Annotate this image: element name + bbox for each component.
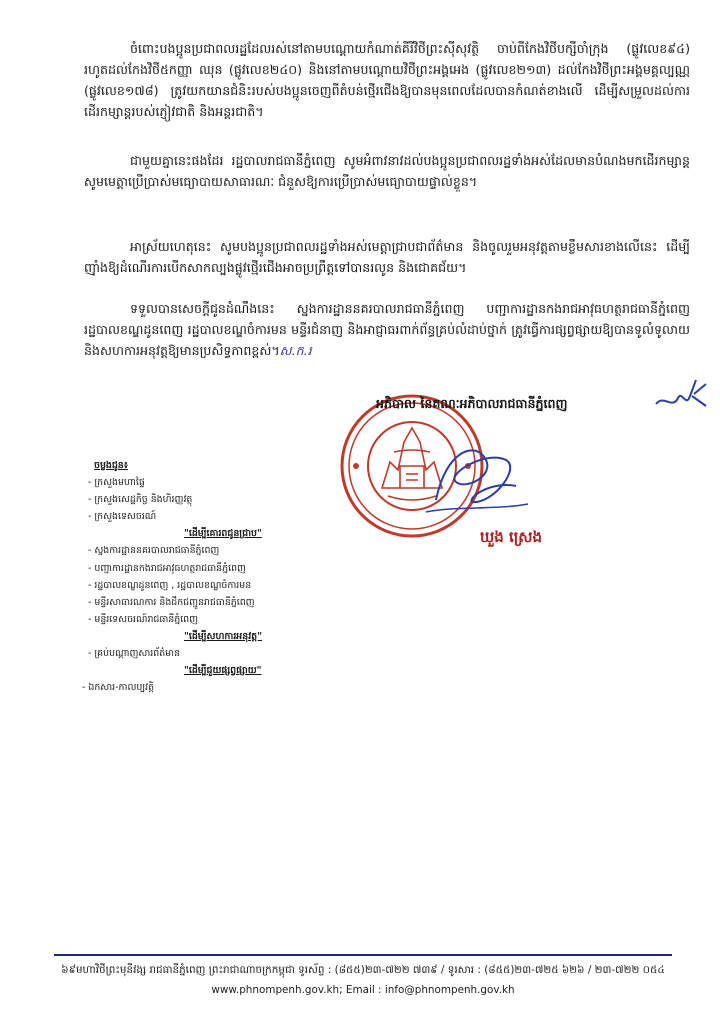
purpose-note: "ដើម្បីសហការអនុវត្ត" <box>184 630 263 642</box>
list-item: - ក្រសួងមហាផ្ទៃ <box>88 474 358 491</box>
paragraph-text-content: ទទួលបានសេចក្តីជូនដំណឹងនេះ ស្នងការដ្ឋាននគរបាលរាជធានីភ្នំពេញ បញ្ជាការដ្ឋានកងរាជអាវុធហត្ថរាជធានីភ្នំពេញ រដ្ឋបាលខណ្ឌដូនពេញ រដ្ឋបាលខណ្ឌចំការមន មន្ទីរជំនាញ និងអាជ្ញាធរពាក់ព័ន្ធគ្រប់លំដាប់ថ្នាក់ ត្រូវធ្វើការផ្សព្វផ្សាយឱ្យបានទូលំទូលាយ និងសហការអនុវត្តឱ្យមានប្រសិទ្ធភាពខ្ពស់។ <box>84 301 690 358</box>
footer-contact-link[interactable]: www.phnompenh.gov.kh; Email : info@phnompenh.gov.kh <box>211 984 515 996</box>
signatory-name: ឃួង ស្រេង <box>479 528 543 546</box>
body-paragraph-2 <box>84 150 690 192</box>
recipients-heading: ចម្លងជូន៖ <box>94 460 128 471</box>
list-item: - មន្ទីរទេសចរណ៍រាជធានីភ្នំពេញ <box>88 611 358 628</box>
purpose-note: "ដើម្បីគោរពជូនជ្រាប" <box>184 528 262 540</box>
body-paragraph-1 <box>84 38 690 122</box>
paragraph-text: ជាមួយគ្នានេះផងដែរ រដ្ឋបាលរាជធានីភ្នំពេញ សូមអំពាវនាវដល់បងប្អូនប្រជាពលរដ្ឋទាំងអស់ដែលមានបំណងមកដើរកម្សាន្ត សូមមេត្តាប្រើប្រាស់មធ្យោបាយសាធារណៈ ជំនួសឱ្យការប្រើប្រាស់មធ្យោបាយផ្ទាល់ខ្លួន។ <box>84 153 690 189</box>
paragraph-text: អាស្រ័យហេតុនេះ សូមបងប្អូនប្រជាពលរដ្ឋទាំងអស់មេត្តាជ្រាបជាព័ត៌មាន និងចូលរួមអនុវត្តតាមខ្លឹមសារខាងលើនេះ ដើម្បីញ៉ាំងឱ្យដំណើរការបើកសាកល្បងផ្លូវថ្មើរជើងអាចប្រព្រឹត្តទៅបានរលូន និងជោគជ័យ។ <box>84 239 690 275</box>
handwritten-note: ស.ក.រ <box>279 343 312 358</box>
body-paragraph-3 <box>84 236 690 278</box>
body-paragraph-4 <box>84 298 690 361</box>
list-item: - បញ្ជាការដ្ឋានកងរាជអាវុធហត្ថរាជធានីភ្នំពេញ <box>88 560 358 577</box>
list-item: - ឯកសារ-កាលប្បវត្តិ <box>82 682 155 694</box>
list-item: - គ្រប់បណ្តាញសារព័ត៌មាន <box>88 645 358 662</box>
paragraph-text <box>84 298 690 361</box>
handwritten-signature-icon <box>416 430 536 520</box>
list-item: - រដ្ឋបាលខណ្ឌដូនពេញ , រដ្ឋបាលខណ្ឌចំការមន <box>88 577 358 594</box>
recipients-list <box>82 457 358 696</box>
footer-divider <box>54 954 672 956</box>
list-item: - មន្ទីរសាធារណការ និងដឹកជញ្ជូនរាជធានីភ្នំពេញ <box>88 594 358 611</box>
list-item: - ក្រសួងសេដ្ឋកិច្ច និងហិរញ្ញវត្ថុ <box>88 491 358 508</box>
purpose-note: "ដើម្បីជួយផ្សព្វផ្សាយ" <box>184 665 262 677</box>
signatory-title: អភិបាល នៃគណៈអភិបាលរាជធានីភ្នំពេញ <box>376 396 568 411</box>
list-item: - ក្រសួងទេសចរណ៍ <box>88 508 358 525</box>
footer-address: ៦៩មហាវិថីព្រះមុនីវង្ស រាជធានីភ្នំពេញ ព្រះរាជាណាចក្រកម្ពុជា ទូរស័ព្ទ : (៨៥៥)២៣-៧២២ ៧៣៩ / ទូរសារ : (៨៥៥)២៣-៧២៥ ៦២៦ / ២៣-៧២២ ០៥៤ <box>61 964 665 976</box>
paragraph-text: ចំពោះបងប្អូនប្រជាពលរដ្ឋដែលរស់នៅតាមបណ្តោយកំណាត់គីរីវិថីព្រះស៊ីសុវត្ថិ ចាប់ពីកែងវិថីបក្សីចាំក្រុង (ផ្លូវលេខ៩៤) រហូតដល់កែងវិថី៥កញ្ញា ឈុន (ផ្លូវលេខ២៤០) និងនៅតាមបណ្តោយវិថីព្រះអង្គអេង (ផ្លូវលេខ២១៣) ដល់កែងវិថីព្រះអង្គមគ្គល្បណ្ណ (ផ្លូវលេខ១៧៨) ត្រូវយកយានជំនិះរបស់បងប្អូនចេញពីតំបន់ថ្មើរជើងឱ្យបានមុនពេលដែលបានកំណត់ខាងលើ ដើម្បីសម្រួលដល់ការដើរកម្សាន្តរបស់ភ្ញៀវជាតិ និងអន្តរជាតិ។ <box>84 41 690 119</box>
list-item: - ស្នងការដ្ឋាននគរបាលរាជធានីភ្នំពេញ <box>88 542 358 559</box>
